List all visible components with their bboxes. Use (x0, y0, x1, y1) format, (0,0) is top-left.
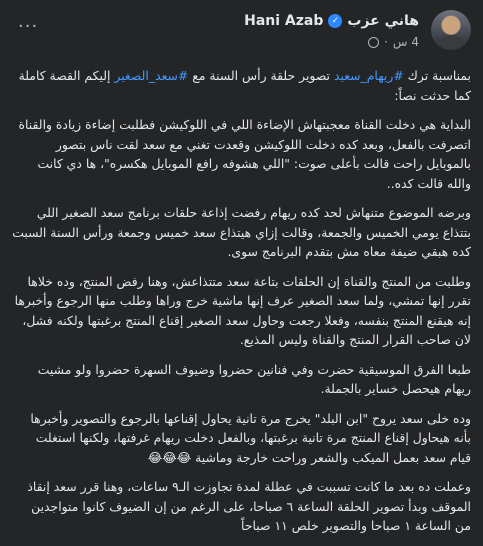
post-time[interactable]: 4 س (392, 35, 419, 49)
author-name-ar[interactable]: هاني عزب (347, 13, 419, 29)
paragraph: وعملت ده بعد ما كانت تسببت في عطلة لمدة تجاوزت الـ٩ ساعات، وهنا قرر سعد إنقاذ الموقف وبدأ تصوير الحلقة الساعة ٦ صباحا، على الرغم من إن الضيوف كانوا متواجدين من الساعة ١ صباحا والتصوير خلص ١١ صباحاً (27, 479, 471, 533)
paragraph: وبرضه الموضوع متنهاش لحد كده ريهام رفضت إذاعة حلقات برنامج سعد الصغير اللي بتتذاع يومي الخميس والجمعة، وقالت إزاي هيتذاع سعد خميس وجمعة ورأس السنة السبت كده هبقي ضيفة معاه مش بتقدم البرنامج سوى. (12, 205, 471, 259)
post-header (12, 10, 471, 58)
paragraph: طبعا الفرق الموسيقية حضرت وفي فنانين حضروا وضيوف السهرة حضروا ولو مشيت ريهام هيحصل خساير بالجملة. (37, 361, 471, 396)
intro-text-3: إليكم القصة كاملة كما حدثت نصاً: (18, 68, 471, 103)
intro-text-1: بمناسبة ترك (403, 68, 471, 83)
hashtag-saad[interactable]: #سعد_الصغير (114, 68, 189, 83)
author-name-en[interactable]: Hani Azab (244, 13, 324, 29)
hashtag-reham[interactable]: #ريهام_سعيد (333, 68, 404, 83)
verified-badge-icon: ✓ (328, 14, 342, 28)
intro-text-2: تصوير حلقة رأس السنة مع (188, 68, 334, 83)
avatar[interactable] (431, 10, 471, 50)
post-body (12, 66, 471, 546)
author-name-row (244, 13, 419, 29)
more-options-icon[interactable]: ··· (18, 16, 39, 37)
paragraph: البداية هي دخلت القناة معجبتهاش الإضاءة اللي في اللوكيشن فطلبت إضاءة زيادة والقناة اتصرفت بالفعل، وبعد كده دخلت اللوكيشن وقعدت تغني مع سعد لقت ناس بتصور بالموبايل راحت قالت بأعلى صوت: "اللي هشوفه رافع الموبايل هكسره"، ها دي كانت والله قالت كده.. (18, 117, 471, 191)
meta-dot: · (384, 35, 388, 49)
globe-icon (368, 37, 379, 48)
intro-paragraph (12, 66, 471, 105)
post-meta (368, 35, 419, 49)
paragraph: وطلبت من المنتج والقناة إن الحلقات بتاعة سعد متتذاعش، وهنا رفض المنتج، وده خلاها تقرر إنها تمشي، ولما سعد الصغير عرف إنها ماشية خرج وراها وطلب منها الرجوع وأخبرها إنه هيقنع المنتج بنفسه، وفعلا رجعت وحاول سعد الصغير إقناع المنتج برغبتها ولكنه فشل، لان صاحب القرار المنتج والقناة وليس المذيع. (14, 273, 471, 347)
paragraph: وده خلى سعد يروح "ابن البلد" يخرج مرة تانية يحاول إقناعها بالرجوع والتصوير وأخبرها بأنه هيحاول إقناع المنتج مرة تانية برغبتها، وبالفعل دخلت ريهام غرفتها، ولكنها استغلت قيام سعد بعمل الميكب والشعر وراحت خارجة وماشية 😂😂😂 (30, 410, 471, 465)
